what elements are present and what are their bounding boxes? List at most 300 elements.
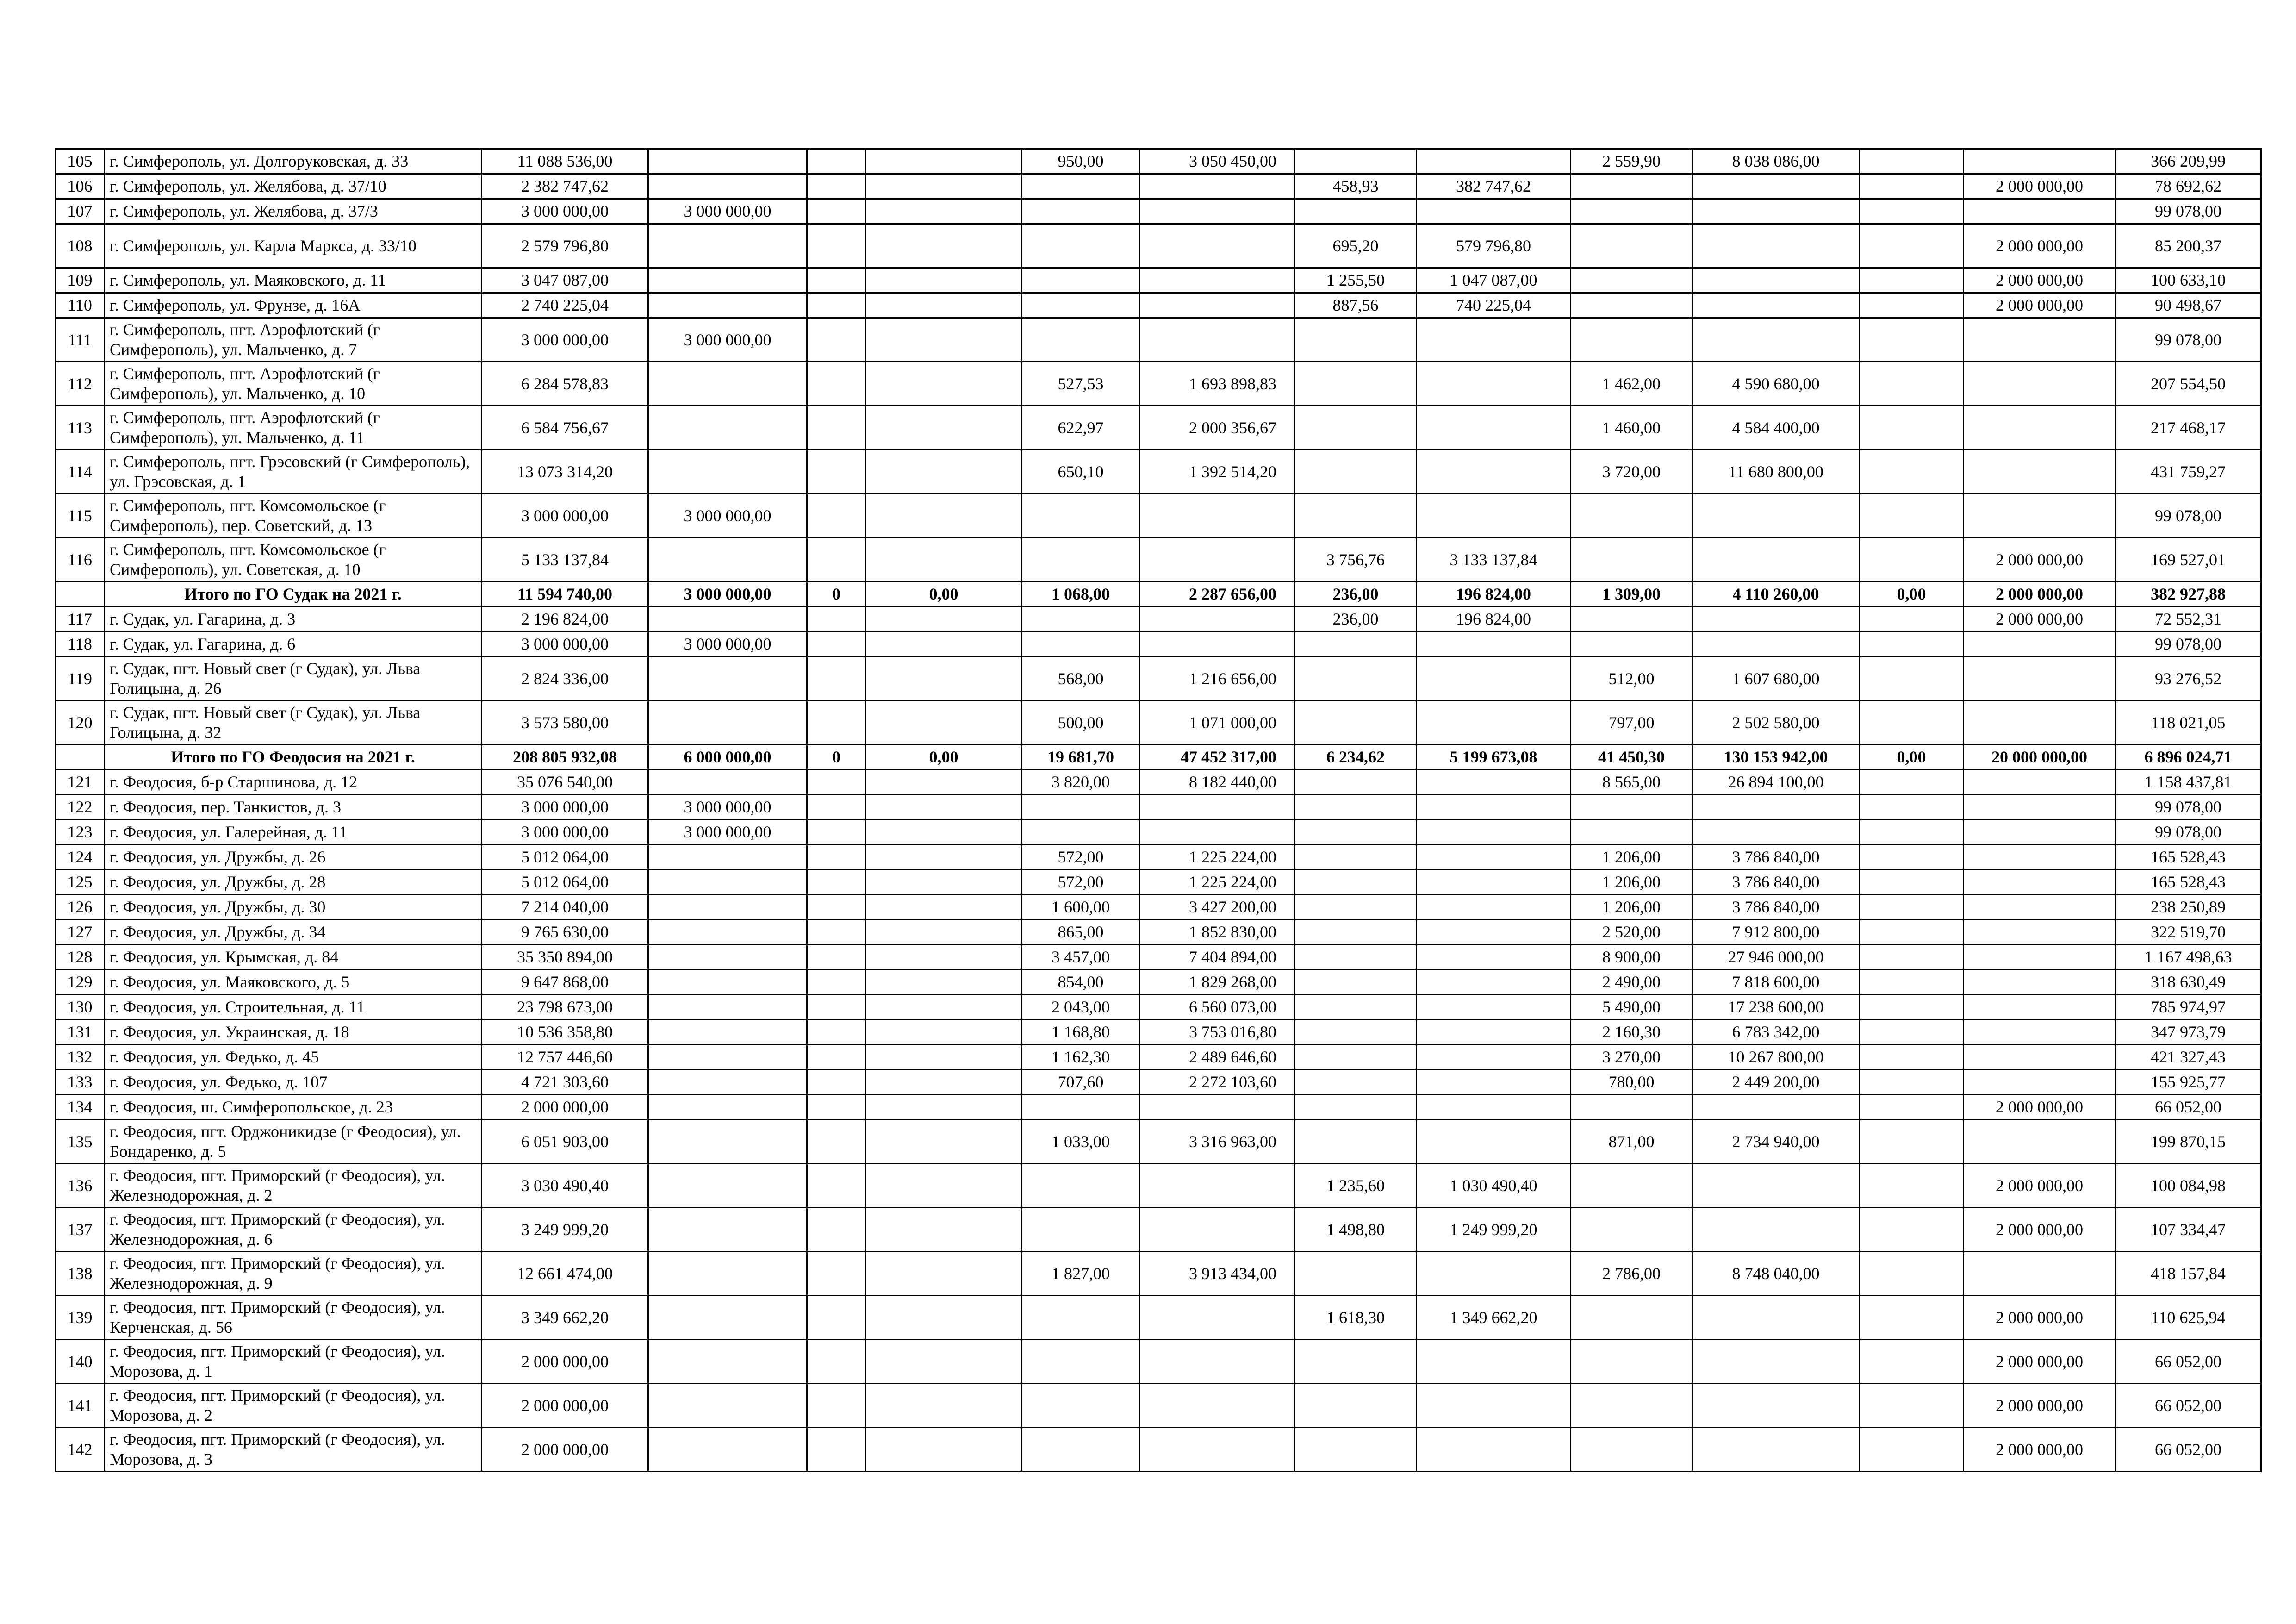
- amount-cell-12: [1860, 362, 1964, 406]
- amount-cell-12: [1860, 1428, 1964, 1472]
- amount-cell-11: [1692, 820, 1860, 845]
- amount-cell-3: [648, 293, 807, 318]
- row-number-cell: 121: [56, 770, 105, 795]
- amount-cell-5: [866, 450, 1022, 494]
- amount-cell-7: 8 182 440,00: [1140, 770, 1295, 795]
- amount-cell-5: [866, 293, 1022, 318]
- count-cell-4: [807, 1340, 866, 1384]
- total-cost-cell: 35 076 540,00: [482, 770, 648, 795]
- area-cell-8: [1295, 362, 1417, 406]
- address-cell: г. Феодосия, пгт. Приморский (г Феодосия), ул. Морозова, д. 3: [105, 1428, 482, 1472]
- amount-cell-13: [1964, 895, 2116, 920]
- count-cell-4: [807, 362, 866, 406]
- area-cell-6: 572,00: [1022, 870, 1140, 895]
- amount-cell-14: 165 528,43: [2116, 845, 2261, 870]
- amount-cell-13: [1964, 149, 2116, 174]
- area-cell-10: 1 460,00: [1571, 406, 1692, 450]
- row-number-cell: 114: [56, 450, 105, 494]
- area-cell-8: [1295, 450, 1417, 494]
- amount-cell-9: [1417, 770, 1571, 795]
- total-cost-cell: 9 765 630,00: [482, 920, 648, 945]
- area-cell-10: [1571, 1384, 1692, 1428]
- amount-cell-13: [1964, 318, 2116, 362]
- amount-cell-3: 3 000 000,00: [648, 820, 807, 845]
- amount-cell-12: [1860, 607, 1964, 632]
- amount-cell-11: [1692, 199, 1860, 224]
- address-cell: г. Симферополь, ул. Желябова, д. 37/10: [105, 174, 482, 199]
- amount-cell-11: [1692, 174, 1860, 199]
- amount-cell-14: 165 528,43: [2116, 870, 2261, 895]
- amount-cell-13: 2 000 000,00: [1964, 582, 2116, 607]
- amount-cell-13: [1964, 820, 2116, 845]
- count-cell-4: [807, 845, 866, 870]
- total-cost-cell: 6 284 578,83: [482, 362, 648, 406]
- amount-cell-13: 2 000 000,00: [1964, 607, 2116, 632]
- amount-cell-9: [1417, 1070, 1571, 1095]
- amount-cell-12: [1860, 1045, 1964, 1070]
- area-cell-10: 8 565,00: [1571, 770, 1692, 795]
- amount-cell-3: [648, 149, 807, 174]
- amount-cell-3: [648, 845, 807, 870]
- amount-cell-3: [648, 362, 807, 406]
- amount-cell-14: 155 925,77: [2116, 1070, 2261, 1095]
- total-cost-cell: 3 000 000,00: [482, 820, 648, 845]
- amount-cell-3: [648, 995, 807, 1020]
- count-cell-4: [807, 1120, 866, 1164]
- amount-cell-11: [1692, 293, 1860, 318]
- row-number-cell: [56, 745, 105, 770]
- table-row: [56, 970, 2261, 995]
- total-cost-cell: 2 740 225,04: [482, 293, 648, 318]
- total-cost-cell: 4 721 303,60: [482, 1070, 648, 1095]
- area-cell-6: 650,10: [1022, 450, 1140, 494]
- area-cell-10: 2 490,00: [1571, 970, 1692, 995]
- address-cell: г. Феодосия, пгт. Приморский (г Феодосия), ул. Железнодорожная, д. 2: [105, 1164, 482, 1208]
- row-number-cell: 122: [56, 795, 105, 820]
- area-cell-10: [1571, 199, 1692, 224]
- amount-cell-11: 3 786 840,00: [1692, 845, 1860, 870]
- table-row: [56, 701, 2261, 745]
- amount-cell-9: [1417, 199, 1571, 224]
- amount-cell-7: 1 392 514,20: [1140, 450, 1295, 494]
- amount-cell-5: [866, 1045, 1022, 1070]
- amount-cell-3: [648, 870, 807, 895]
- row-number-cell: 126: [56, 895, 105, 920]
- amount-cell-11: [1692, 1208, 1860, 1252]
- amount-cell-3: 3 000 000,00: [648, 795, 807, 820]
- area-cell-8: 236,00: [1295, 607, 1417, 632]
- amount-cell-12: [1860, 1252, 1964, 1296]
- table-body: [56, 149, 2261, 1472]
- amount-cell-13: [1964, 1045, 2116, 1070]
- total-cost-cell: 2 579 796,80: [482, 224, 648, 268]
- area-cell-10: [1571, 318, 1692, 362]
- amount-cell-11: [1692, 1384, 1860, 1428]
- area-cell-8: [1295, 795, 1417, 820]
- amount-cell-11: [1692, 1340, 1860, 1384]
- amount-cell-14: 318 630,49: [2116, 970, 2261, 995]
- row-number-cell: 130: [56, 995, 105, 1020]
- amount-cell-11: 26 894 100,00: [1692, 770, 1860, 795]
- amount-cell-12: [1860, 174, 1964, 199]
- amount-cell-7: [1140, 632, 1295, 657]
- area-cell-6: 1 827,00: [1022, 1252, 1140, 1296]
- total-cost-cell: 11 088 536,00: [482, 149, 648, 174]
- total-cost-cell: 6 051 903,00: [482, 1120, 648, 1164]
- table-row: [56, 845, 2261, 870]
- row-number-cell: 125: [56, 870, 105, 895]
- amount-cell-12: [1860, 1020, 1964, 1045]
- row-number-cell: 134: [56, 1095, 105, 1120]
- amount-cell-14: 238 250,89: [2116, 895, 2261, 920]
- count-cell-4: [807, 450, 866, 494]
- row-number-cell: 107: [56, 199, 105, 224]
- area-cell-6: [1022, 268, 1140, 293]
- area-cell-10: [1571, 1208, 1692, 1252]
- area-cell-6: 1 162,30: [1022, 1045, 1140, 1070]
- area-cell-8: [1295, 1045, 1417, 1070]
- row-number-cell: 110: [56, 293, 105, 318]
- count-cell-4: [807, 199, 866, 224]
- amount-cell-5: [866, 1428, 1022, 1472]
- area-cell-8: 3 756,76: [1295, 538, 1417, 582]
- amount-cell-12: [1860, 1340, 1964, 1384]
- amount-cell-12: [1860, 199, 1964, 224]
- amount-cell-14: 99 078,00: [2116, 632, 2261, 657]
- address-cell: г. Феодосия, ул. Дружбы, д. 28: [105, 870, 482, 895]
- address-cell: г. Феодосия, пер. Танкистов, д. 3: [105, 795, 482, 820]
- amount-cell-7: 2 489 646,60: [1140, 1045, 1295, 1070]
- amount-cell-14: 99 078,00: [2116, 820, 2261, 845]
- amount-cell-13: [1964, 920, 2116, 945]
- amount-cell-12: [1860, 1164, 1964, 1208]
- amount-cell-9: 1 249 999,20: [1417, 1208, 1571, 1252]
- budget-table: [55, 148, 2262, 1472]
- amount-cell-13: [1964, 632, 2116, 657]
- row-number-cell: 129: [56, 970, 105, 995]
- area-cell-8: [1295, 995, 1417, 1020]
- amount-cell-14: 322 519,70: [2116, 920, 2261, 945]
- amount-cell-11: [1692, 268, 1860, 293]
- area-cell-6: 865,00: [1022, 920, 1140, 945]
- count-cell-4: [807, 1164, 866, 1208]
- row-number-cell: 133: [56, 1070, 105, 1095]
- amount-cell-11: [1692, 632, 1860, 657]
- amount-cell-5: [866, 895, 1022, 920]
- amount-cell-13: [1964, 1020, 2116, 1045]
- count-cell-4: [807, 224, 866, 268]
- address-cell: Итого по ГО Судак на 2021 г.: [105, 582, 482, 607]
- address-cell: г. Симферополь, пгт. Аэрофлотский (г Симферополь), ул. Мальченко, д. 10: [105, 362, 482, 406]
- total-cost-cell: 7 214 040,00: [482, 895, 648, 920]
- count-cell-4: [807, 1095, 866, 1120]
- amount-cell-7: 2 272 103,60: [1140, 1070, 1295, 1095]
- area-cell-8: [1295, 845, 1417, 870]
- amount-cell-12: [1860, 945, 1964, 970]
- area-cell-8: 887,56: [1295, 293, 1417, 318]
- total-cost-cell: 3 047 087,00: [482, 268, 648, 293]
- amount-cell-3: 3 000 000,00: [648, 582, 807, 607]
- total-cost-cell: 3 000 000,00: [482, 199, 648, 224]
- amount-cell-5: [866, 607, 1022, 632]
- amount-cell-12: 0,00: [1860, 745, 1964, 770]
- amount-cell-9: 382 747,62: [1417, 174, 1571, 199]
- count-cell-4: [807, 1045, 866, 1070]
- area-cell-6: [1022, 632, 1140, 657]
- amount-cell-3: [648, 1095, 807, 1120]
- amount-cell-5: [866, 174, 1022, 199]
- area-cell-10: [1571, 632, 1692, 657]
- count-cell-4: [807, 945, 866, 970]
- amount-cell-9: [1417, 1045, 1571, 1070]
- area-cell-10: [1571, 1428, 1692, 1472]
- amount-cell-12: [1860, 224, 1964, 268]
- amount-cell-13: [1964, 1252, 2116, 1296]
- amount-cell-7: [1140, 607, 1295, 632]
- amount-cell-14: 6 896 024,71: [2116, 745, 2261, 770]
- amount-cell-5: [866, 199, 1022, 224]
- amount-cell-3: [648, 970, 807, 995]
- amount-cell-13: [1964, 970, 2116, 995]
- row-number-cell: 141: [56, 1384, 105, 1428]
- table-row: [56, 795, 2261, 820]
- count-cell-4: [807, 820, 866, 845]
- address-cell: г. Симферополь, ул. Маяковского, д. 11: [105, 268, 482, 293]
- area-cell-8: [1295, 657, 1417, 701]
- area-cell-8: [1295, 494, 1417, 538]
- area-cell-10: [1571, 494, 1692, 538]
- table-row: [56, 870, 2261, 895]
- table-row: [56, 224, 2261, 268]
- area-cell-8: 1 618,30: [1295, 1296, 1417, 1340]
- area-cell-6: [1022, 318, 1140, 362]
- amount-cell-5: [866, 1095, 1022, 1120]
- count-cell-4: [807, 870, 866, 895]
- address-cell: г. Феодосия, ул. Дружбы, д. 26: [105, 845, 482, 870]
- subtotal-row: [56, 582, 2261, 607]
- amount-cell-3: [648, 450, 807, 494]
- amount-cell-7: [1140, 1340, 1295, 1384]
- amount-cell-11: 130 153 942,00: [1692, 745, 1860, 770]
- amount-cell-11: [1692, 1296, 1860, 1340]
- amount-cell-9: [1417, 318, 1571, 362]
- area-cell-6: [1022, 1095, 1140, 1120]
- amount-cell-7: 3 316 963,00: [1140, 1120, 1295, 1164]
- total-cost-cell: 5 012 064,00: [482, 845, 648, 870]
- amount-cell-9: [1417, 362, 1571, 406]
- amount-cell-11: 3 786 840,00: [1692, 870, 1860, 895]
- amount-cell-14: 100 084,98: [2116, 1164, 2261, 1208]
- amount-cell-3: 6 000 000,00: [648, 745, 807, 770]
- total-cost-cell: 13 073 314,20: [482, 450, 648, 494]
- amount-cell-5: [866, 770, 1022, 795]
- amount-cell-13: 2 000 000,00: [1964, 293, 2116, 318]
- area-cell-6: [1022, 820, 1140, 845]
- amount-cell-9: [1417, 870, 1571, 895]
- amount-cell-12: [1860, 268, 1964, 293]
- amount-cell-11: [1692, 1164, 1860, 1208]
- amount-cell-14: 418 157,84: [2116, 1252, 2261, 1296]
- amount-cell-12: [1860, 1208, 1964, 1252]
- amount-cell-7: 1 693 898,83: [1140, 362, 1295, 406]
- area-cell-8: 1 498,80: [1295, 1208, 1417, 1252]
- amount-cell-9: 579 796,80: [1417, 224, 1571, 268]
- total-cost-cell: 35 350 894,00: [482, 945, 648, 970]
- amount-cell-12: 0,00: [1860, 582, 1964, 607]
- total-cost-cell: 2 000 000,00: [482, 1340, 648, 1384]
- amount-cell-3: [648, 895, 807, 920]
- table-row: [56, 1428, 2261, 1472]
- table-row: [56, 362, 2261, 406]
- amount-cell-14: 99 078,00: [2116, 318, 2261, 362]
- amount-cell-12: [1860, 895, 1964, 920]
- area-cell-6: 19 681,70: [1022, 745, 1140, 770]
- amount-cell-14: 72 552,31: [2116, 607, 2261, 632]
- total-cost-cell: 208 805 932,08: [482, 745, 648, 770]
- amount-cell-5: [866, 149, 1022, 174]
- amount-cell-11: 7 818 600,00: [1692, 970, 1860, 995]
- amount-cell-5: [866, 362, 1022, 406]
- amount-cell-12: [1860, 494, 1964, 538]
- amount-cell-9: [1417, 1252, 1571, 1296]
- amount-cell-11: [1692, 318, 1860, 362]
- amount-cell-12: [1860, 870, 1964, 895]
- area-cell-10: 2 559,90: [1571, 149, 1692, 174]
- amount-cell-5: [866, 820, 1022, 845]
- amount-cell-11: 8 038 086,00: [1692, 149, 1860, 174]
- amount-cell-13: [1964, 362, 2116, 406]
- amount-cell-12: [1860, 1070, 1964, 1095]
- row-number-cell: 131: [56, 1020, 105, 1045]
- count-cell-4: 0: [807, 582, 866, 607]
- total-cost-cell: 3 030 490,40: [482, 1164, 648, 1208]
- amount-cell-14: 785 974,97: [2116, 995, 2261, 1020]
- amount-cell-9: [1417, 450, 1571, 494]
- amount-cell-13: 2 000 000,00: [1964, 174, 2116, 199]
- count-cell-4: [807, 632, 866, 657]
- amount-cell-3: [648, 1340, 807, 1384]
- amount-cell-12: [1860, 406, 1964, 450]
- area-cell-10: 871,00: [1571, 1120, 1692, 1164]
- table-row: [56, 1252, 2261, 1296]
- amount-cell-9: 1 349 662,20: [1417, 1296, 1571, 1340]
- amount-cell-3: [648, 406, 807, 450]
- amount-cell-12: [1860, 770, 1964, 795]
- row-number-cell: 123: [56, 820, 105, 845]
- amount-cell-5: [866, 632, 1022, 657]
- amount-cell-13: [1964, 657, 2116, 701]
- amount-cell-13: [1964, 795, 2116, 820]
- table-row: [56, 268, 2261, 293]
- area-cell-6: 572,00: [1022, 845, 1140, 870]
- amount-cell-14: 1 167 498,63: [2116, 945, 2261, 970]
- address-cell: г. Феодосия, пгт. Орджоникидзе (г Феодосия), ул. Бондаренко, д. 5: [105, 1120, 482, 1164]
- area-cell-6: [1022, 293, 1140, 318]
- amount-cell-7: [1140, 1296, 1295, 1340]
- total-cost-cell: 3 000 000,00: [482, 632, 648, 657]
- address-cell: г. Феодосия, ул. Федько, д. 45: [105, 1045, 482, 1070]
- amount-cell-5: [866, 494, 1022, 538]
- amount-cell-3: [648, 945, 807, 970]
- count-cell-4: [807, 406, 866, 450]
- amount-cell-9: 3 133 137,84: [1417, 538, 1571, 582]
- amount-cell-14: 100 633,10: [2116, 268, 2261, 293]
- amount-cell-5: 0,00: [866, 582, 1022, 607]
- amount-cell-7: 1 225 224,00: [1140, 845, 1295, 870]
- area-cell-8: [1295, 870, 1417, 895]
- subtotal-row: [56, 745, 2261, 770]
- area-cell-10: 41 450,30: [1571, 745, 1692, 770]
- table-row: [56, 293, 2261, 318]
- area-cell-8: 1 255,50: [1295, 268, 1417, 293]
- amount-cell-7: 3 050 450,00: [1140, 149, 1295, 174]
- amount-cell-14: 118 021,05: [2116, 701, 2261, 745]
- table-row: [56, 895, 2261, 920]
- area-cell-8: [1295, 1340, 1417, 1384]
- address-cell: г. Феодосия, ул. Маяковского, д. 5: [105, 970, 482, 995]
- amount-cell-11: 11 680 800,00: [1692, 450, 1860, 494]
- amount-cell-14: 66 052,00: [2116, 1428, 2261, 1472]
- amount-cell-9: [1417, 1095, 1571, 1120]
- amount-cell-7: 3 427 200,00: [1140, 895, 1295, 920]
- amount-cell-7: [1140, 1428, 1295, 1472]
- total-cost-cell: 2 000 000,00: [482, 1384, 648, 1428]
- area-cell-6: 2 043,00: [1022, 995, 1140, 1020]
- area-cell-8: [1295, 770, 1417, 795]
- row-number-cell: 118: [56, 632, 105, 657]
- amount-cell-9: [1417, 494, 1571, 538]
- amount-cell-9: [1417, 1384, 1571, 1428]
- area-cell-6: [1022, 174, 1140, 199]
- area-cell-8: [1295, 1428, 1417, 1472]
- total-cost-cell: 5 133 137,84: [482, 538, 648, 582]
- amount-cell-5: [866, 1252, 1022, 1296]
- row-number-cell: 109: [56, 268, 105, 293]
- amount-cell-9: [1417, 632, 1571, 657]
- amount-cell-9: [1417, 995, 1571, 1020]
- amount-cell-3: 3 000 000,00: [648, 632, 807, 657]
- amount-cell-9: 196 824,00: [1417, 582, 1571, 607]
- amount-cell-7: [1140, 795, 1295, 820]
- row-number-cell: 127: [56, 920, 105, 945]
- area-cell-8: [1295, 1384, 1417, 1428]
- amount-cell-14: 99 078,00: [2116, 199, 2261, 224]
- amount-cell-3: 3 000 000,00: [648, 494, 807, 538]
- total-cost-cell: 3 249 999,20: [482, 1208, 648, 1252]
- area-cell-6: [1022, 1296, 1140, 1340]
- amount-cell-7: [1140, 174, 1295, 199]
- amount-cell-12: [1860, 318, 1964, 362]
- amount-cell-14: 85 200,37: [2116, 224, 2261, 268]
- total-cost-cell: 3 349 662,20: [482, 1296, 648, 1340]
- amount-cell-9: [1417, 945, 1571, 970]
- amount-cell-9: [1417, 1428, 1571, 1472]
- amount-cell-13: 2 000 000,00: [1964, 1428, 2116, 1472]
- amount-cell-13: 2 000 000,00: [1964, 1095, 2116, 1120]
- table-row: [56, 632, 2261, 657]
- amount-cell-14: 421 327,43: [2116, 1045, 2261, 1070]
- area-cell-10: 780,00: [1571, 1070, 1692, 1095]
- area-cell-10: 3 720,00: [1571, 450, 1692, 494]
- area-cell-8: [1295, 820, 1417, 845]
- amount-cell-3: [648, 770, 807, 795]
- amount-cell-7: 1 225 224,00: [1140, 870, 1295, 895]
- amount-cell-7: [1140, 1384, 1295, 1428]
- total-cost-cell: 9 647 868,00: [482, 970, 648, 995]
- total-cost-cell: 6 584 756,67: [482, 406, 648, 450]
- row-number-cell: 138: [56, 1252, 105, 1296]
- table-row: [56, 945, 2261, 970]
